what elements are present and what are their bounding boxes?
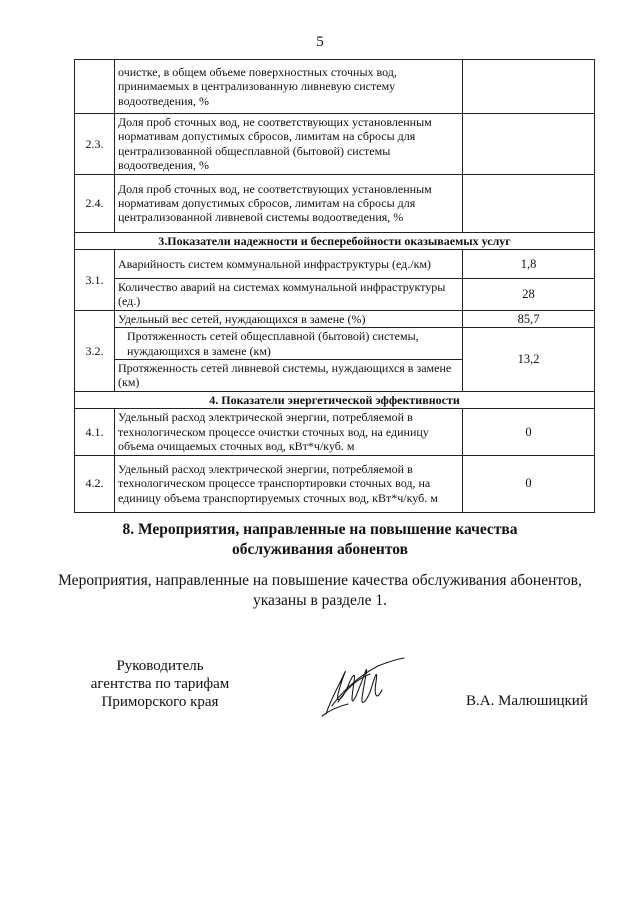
- section-heading: 4. Показатели энергетической эффективности: [75, 391, 595, 408]
- indicator-value: 13,2: [463, 328, 595, 392]
- table-row: [75, 114, 595, 175]
- section-8-heading: [0, 520, 640, 560]
- indicator-value: 28: [463, 279, 595, 311]
- section-8-paragraph-line2: указаны в разделе 1.: [252, 592, 388, 609]
- page-number: 5: [316, 34, 324, 50]
- indicator-text: Доля проб сточных вод, не соответствующих установленным нормативам допустимых сбросов, лимитам на сбросы для централизованной общесплавной (бытовой) системы водоотведения, %: [115, 114, 463, 175]
- indicator-text: Удельный расход электрической энергии, потребляемой в технологическом процессе транспортировки сточных вод, на единицу объема транспортируемых сточных вод, кВт*ч/куб. м: [115, 455, 463, 512]
- indicator-text: Удельный расход электрической энергии, потребляемой в технологическом процессе очистки сточных вод, на единицу объема очищаемых сточных вод, кВт*ч/куб. м: [115, 409, 463, 455]
- section-row: [75, 391, 595, 408]
- table-row: [75, 174, 595, 232]
- section-8-paragraph: [0, 571, 640, 611]
- row-number: 3.1.: [75, 250, 115, 311]
- table-row: [75, 250, 595, 279]
- signatory-position: [80, 657, 240, 711]
- table-row: [75, 279, 595, 311]
- section-8-heading-line1: 8. Мероприятия, направленные на повышение качества: [122, 521, 518, 538]
- indicator-text: очистке, в общем объеме поверхностных сточных вод, принимаемых в централизованную ливневую систему водоотведения, %: [115, 60, 463, 114]
- section-8-heading-line2: обслуживания абонентов: [232, 541, 408, 558]
- indicator-value: 1,8: [463, 250, 595, 279]
- indicator-value: 0: [463, 455, 595, 512]
- section-8-paragraph-line1: Мероприятия, направленные на повышение качества обслуживания абонентов,: [58, 572, 582, 589]
- section-row: [75, 232, 595, 249]
- row-number: 4.1.: [75, 409, 115, 455]
- indicator-text: Доля проб сточных вод, не соответствующих установленным нормативам допустимых сбросов, лимитам на сбросы для централизованной ливневой системы водоотведения, %: [115, 174, 463, 232]
- table-row: [75, 310, 595, 327]
- indicator-value: [463, 114, 595, 175]
- handwritten-signature: [318, 656, 408, 718]
- table-row: [75, 455, 595, 512]
- section-heading: 3.Показатели надежности и бесперебойности оказываемых услуг: [75, 232, 595, 249]
- indicator-text: Удельный вес сетей, нуждающихся в замене (%): [115, 310, 463, 327]
- position-line1: Руководитель: [116, 658, 204, 674]
- table-row: [75, 60, 595, 114]
- indicator-text: Протяженность сетей ливневой системы, нуждающихся в замене (км): [115, 360, 463, 392]
- signatory-name: В.А. Малюшицкий: [466, 693, 588, 709]
- indicator-text: Количество аварий на системах коммунальной инфраструктуры (ед.): [115, 279, 463, 311]
- indicator-value: 0: [463, 409, 595, 455]
- position-line3: Приморского края: [101, 694, 219, 710]
- indicator-value: 85,7: [463, 310, 595, 327]
- indicator-value: [463, 60, 595, 114]
- indicators-table: [74, 59, 595, 513]
- row-number: 4.2.: [75, 455, 115, 512]
- row-number: 3.2.: [75, 310, 115, 391]
- indicator-text: Протяженность сетей общесплавной (бытовой) системы, нуждающихся в замене (км): [115, 328, 463, 360]
- indicator-value: [463, 174, 595, 232]
- row-number: [75, 60, 115, 114]
- row-number: 2.3.: [75, 114, 115, 175]
- position-line2: агентства по тарифам: [90, 676, 230, 692]
- indicator-text: Аварийность систем коммунальной инфраструктуры (ед./км): [115, 250, 463, 279]
- row-number: 2.4.: [75, 174, 115, 232]
- table-row: [75, 328, 595, 360]
- table-row: [75, 409, 595, 455]
